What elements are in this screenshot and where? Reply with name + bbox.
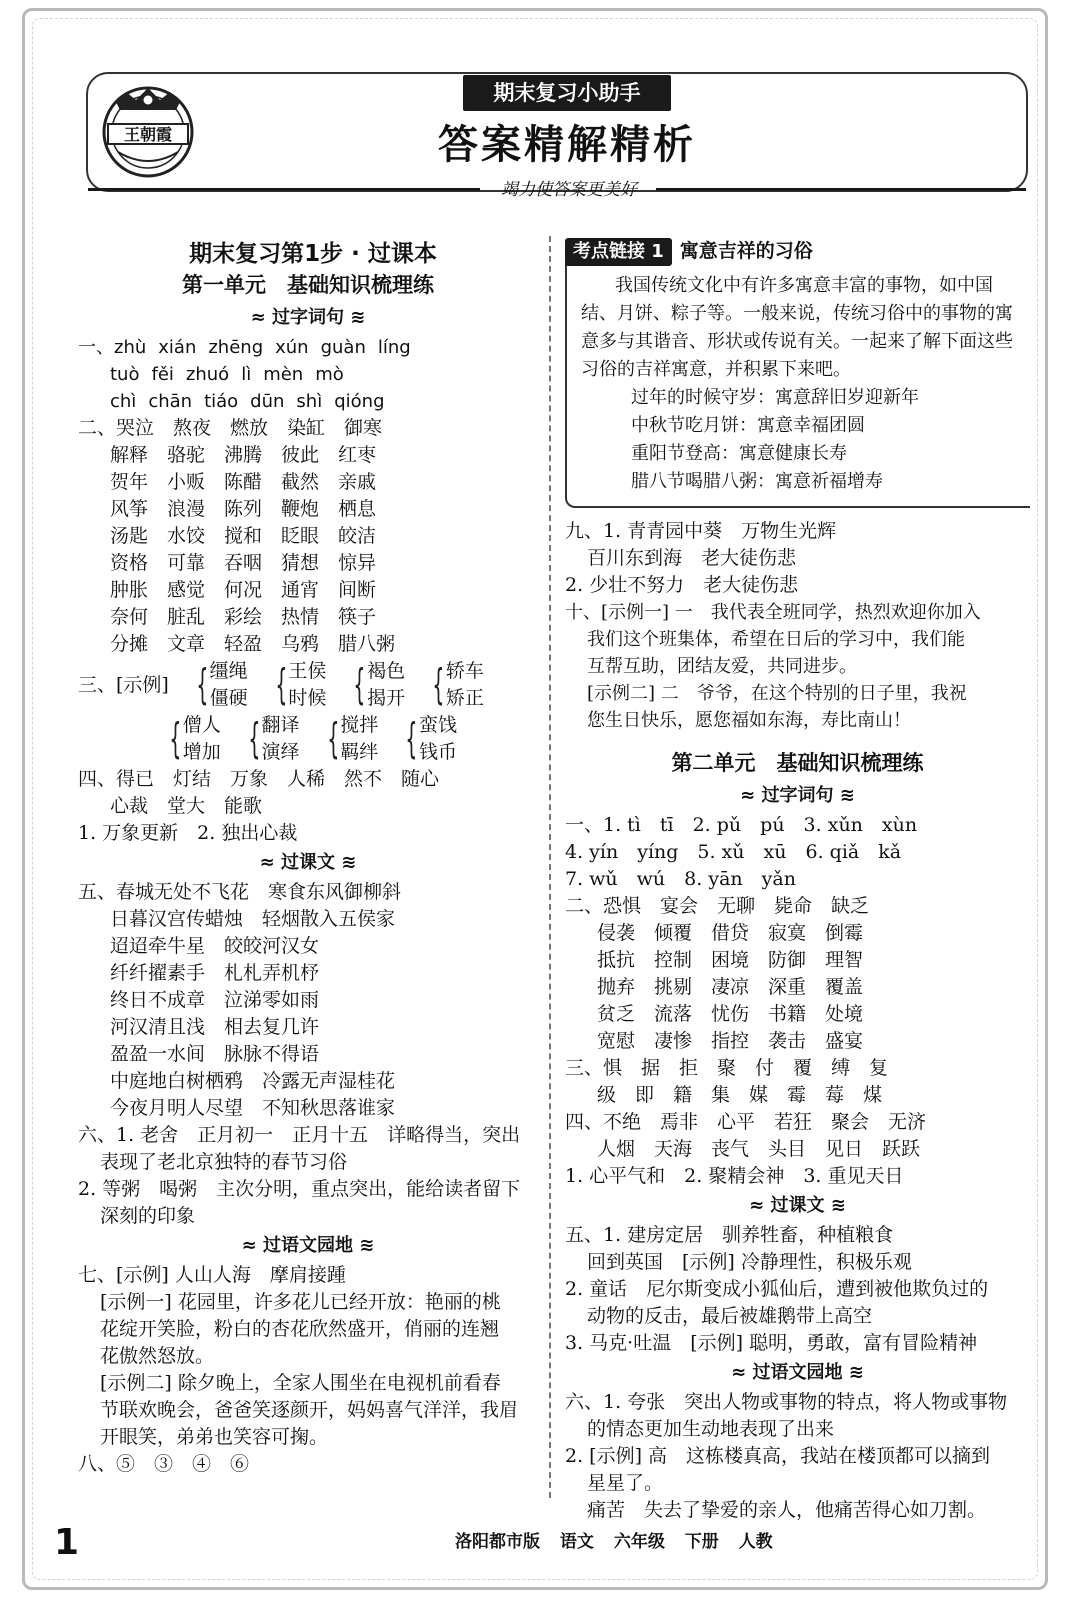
pinyin: shì bbox=[296, 391, 323, 412]
word: 王侯 bbox=[288, 660, 327, 682]
pinyin: chì bbox=[110, 391, 137, 412]
answer-line: 心裁 堂大 能歌 bbox=[110, 795, 263, 817]
answer-line: 1. 心平气和 2. 聚精会神 3. 重见天日 bbox=[565, 1165, 904, 1187]
word-pair: { 缰绳 僵硬 bbox=[189, 658, 248, 712]
custom-item: 中秋节吃月饼：寓意幸福团圆 bbox=[631, 415, 865, 436]
answer-line: 侵袭 倾覆 借贷 寂寞 倒霉 bbox=[597, 922, 864, 944]
header-slogan: 竭力使答案更美好 bbox=[501, 180, 637, 200]
answer-line: 贺年 小贩 陈醋 截然 亲戚 bbox=[110, 471, 377, 493]
answer-line: 七、[示例] 人山人海 摩肩接踵 bbox=[78, 1264, 346, 1286]
custom-item: 过年的时候守岁：寓意辞旧岁迎新年 bbox=[631, 387, 919, 408]
brand-logo bbox=[98, 80, 198, 180]
answer-line: 级 即 籍 集 媒 霉 莓 煤 bbox=[597, 1084, 883, 1106]
word: 蛮饯 bbox=[418, 714, 457, 736]
section-kewen: ≈ 过课文 ≋ bbox=[749, 1195, 846, 1216]
answer-line: 分摊 文章 轻盈 乌鸦 腊八粥 bbox=[110, 633, 396, 655]
answer-line: 解释 骆驼 沸腾 彼此 红枣 bbox=[110, 444, 377, 466]
answer-line: 花傲然怒放。 bbox=[100, 1345, 215, 1367]
section-yuanwen: ≈ 过语文园地 ≋ bbox=[731, 1362, 864, 1383]
answer-line: 4. yín yíng 5. xǔ xū 6. qiǎ kǎ bbox=[565, 841, 902, 863]
word: 揭开 bbox=[367, 687, 406, 709]
brace-row bbox=[162, 712, 538, 766]
pinyin: dūn bbox=[250, 391, 285, 412]
answer-line: [示例二] 二 爷爷，在这个特别的日子里，我祝 bbox=[587, 683, 967, 704]
pinyin: xián bbox=[158, 337, 197, 358]
answer-line: 宽慰 凄惨 指控 袭击 盛宴 bbox=[597, 1030, 864, 1052]
section-yuanwen: ≈ 过语文园地 ≋ bbox=[241, 1235, 375, 1256]
step-title: 期末复习第1步 · 过课本 bbox=[189, 241, 437, 267]
pinyin: lì bbox=[241, 364, 252, 385]
kaodian-tag: 考点链接 1 bbox=[565, 238, 672, 266]
word: 褐色 bbox=[367, 660, 406, 682]
answer-line: [示例一] 花园里，许多花儿已经开放：艳丽的桃 bbox=[100, 1291, 501, 1313]
word: 增加 bbox=[182, 741, 221, 763]
answer-line: 纤纤擢素手 札札弄机杼 bbox=[110, 962, 320, 984]
answer-line: 痛苦 失去了挚爱的亲人，他痛苦得心如刀割。 bbox=[587, 1499, 987, 1521]
answer-line: 中庭地白树栖鸦 冷露无声湿桂花 bbox=[110, 1070, 396, 1092]
answer-line: 2. [示例] 高 这栋楼真高，我站在楼顶都可以摘到 bbox=[565, 1445, 991, 1467]
q1-pinyin bbox=[78, 334, 538, 415]
answer-line: 汤匙 水饺 搅和 眨眼 皎洁 bbox=[110, 525, 377, 547]
answer-line: 二、哭泣 熬夜 燃放 染缸 御寒 bbox=[78, 417, 383, 439]
answer-line: 五、春城无处不飞花 寒食东风御柳斜 bbox=[78, 881, 402, 903]
pinyin: guàn bbox=[320, 337, 366, 358]
word-pair: { 僧人 增加 bbox=[162, 712, 221, 766]
answer-line: 风筝 浪漫 陈列 鞭炮 栖息 bbox=[110, 498, 377, 520]
word: 演绎 bbox=[261, 741, 300, 763]
right-column bbox=[565, 238, 1030, 1524]
word: 时候 bbox=[288, 687, 327, 709]
q2-words bbox=[78, 415, 538, 658]
word: 翻译 bbox=[261, 714, 300, 736]
brace-row bbox=[78, 658, 538, 712]
pinyin: líng bbox=[377, 337, 411, 358]
word-pair: { 王侯 时候 bbox=[268, 658, 327, 712]
word: 轿车 bbox=[445, 660, 484, 682]
pinyin-row bbox=[78, 361, 538, 388]
answer-line: 7. wǔ wú 8. yān yǎn bbox=[565, 868, 796, 890]
unit2-title: 第二单元 基础知识梳理练 bbox=[671, 751, 924, 775]
pinyin: chān bbox=[148, 391, 193, 412]
answer-line: 1. 万象更新 2. 独出心裁 bbox=[78, 822, 298, 844]
word: 缰绳 bbox=[209, 660, 248, 682]
answer-line: 六、1. 夸张 突出人物或事物的特点，将人物或事物 bbox=[565, 1391, 1008, 1413]
answer-line: 花绽开笑脸，粉白的杏花欣然盛开，俏丽的连翘 bbox=[100, 1318, 500, 1340]
answer-line: 互帮互助，团结友爱，共同进步。 bbox=[587, 656, 857, 677]
answer-line: 贫乏 流落 忧伤 书籍 处境 bbox=[597, 1003, 864, 1025]
answer-line: 回到英国 [示例] 冷静理性，积极乐观 bbox=[587, 1251, 912, 1273]
kaodian-header bbox=[565, 238, 1030, 266]
pinyin: zhuó bbox=[185, 364, 230, 385]
word: 搅拌 bbox=[340, 714, 379, 736]
kaodian-title: 寓意吉祥的习俗 bbox=[679, 240, 813, 262]
answer-line: 人烟 天海 丧气 头目 见日 跃跃 bbox=[597, 1138, 921, 1160]
word-pair: { 翻译 演绎 bbox=[241, 712, 300, 766]
answer-line: 肿胀 感觉 何况 通宵 间断 bbox=[110, 579, 377, 601]
answer-line: 四、不绝 焉非 心平 若狂 聚会 无济 bbox=[565, 1111, 927, 1133]
section-ziju: ≈ 过字词句 ≋ bbox=[740, 785, 855, 806]
header-tab: 期末复习小助手 bbox=[463, 75, 671, 111]
pinyin: fěi bbox=[151, 364, 174, 385]
answer-line: 动物的反击，最后被雄鹅带上高空 bbox=[587, 1305, 873, 1327]
answer-line: 星星了。 bbox=[587, 1472, 664, 1494]
word: 矫正 bbox=[445, 687, 484, 709]
pinyin: mò bbox=[315, 364, 344, 385]
answer-line: 河汉清且浅 相去复几许 bbox=[110, 1016, 320, 1038]
pinyin-row bbox=[78, 334, 538, 361]
word-pair: { 轿车 矫正 bbox=[425, 658, 484, 712]
answer-line: 六、1. 老舍 正月初一 正月十五 详略得当，突出 bbox=[78, 1124, 521, 1146]
answer-line: 抛弃 挑剔 凄凉 深重 覆盖 bbox=[597, 976, 864, 998]
answer-line: 迢迢牵牛星 皎皎河汉女 bbox=[110, 935, 320, 957]
answer-line: 十、[示例一] 一 我代表全班同学，热烈欢迎你加入 bbox=[565, 602, 981, 623]
answer-line: 九、1. 青青园中葵 万物生光辉 bbox=[565, 520, 837, 542]
pinyin: tiáo bbox=[204, 391, 239, 412]
column-divider bbox=[549, 236, 551, 1498]
kaodian-paragraph: 我国传统文化中有许多寓意丰富的事物，如中国结、月饼、粽子等。一般来说，传统习俗中的事物的寓意多与其谐音、形状或传说有关。一起来了解下面这些习俗的吉祥寓意，并积累下来吧。 bbox=[581, 275, 1013, 380]
word-pair: { 褐色 揭开 bbox=[346, 658, 405, 712]
word: 僵硬 bbox=[209, 687, 248, 709]
answer-line: 二、恐惧 宴会 无聊 毙命 缺乏 bbox=[565, 895, 870, 917]
answer-line: 深刻的印象 bbox=[100, 1205, 196, 1227]
page-title: 答案精解精析 bbox=[438, 122, 696, 168]
answer-line: 的情态更加生动地表现了出来 bbox=[587, 1418, 835, 1440]
answer-line: 终日不成章 泣涕零如雨 bbox=[110, 989, 320, 1011]
answer-line: 盈盈一水间 脉脉不得语 bbox=[110, 1043, 320, 1065]
answer-line: 您生日快乐，愿您福如东海，寿比南山！ bbox=[587, 710, 911, 731]
svg-text:王朝霞: 王朝霞 bbox=[123, 125, 173, 144]
word: 钱币 bbox=[418, 741, 457, 763]
answer-line: 三、惧 据 拒 聚 付 覆 缚 复 bbox=[565, 1057, 889, 1079]
pinyin: mèn bbox=[263, 364, 304, 385]
answer-line: 我们这个班集体，希望在日后的学习中，我们能 bbox=[587, 629, 965, 650]
answer-line: 开眼笑，弟弟也笑容可掬。 bbox=[100, 1426, 329, 1448]
answer-line: 2. 等粥 喝粥 主次分明，重点突出，能给读者留下 bbox=[78, 1178, 521, 1200]
header-rule-left bbox=[88, 188, 480, 191]
left-column bbox=[78, 238, 538, 1478]
footer-edition-info: 洛阳都市版 语文 六年级 下册 人教 bbox=[455, 1532, 773, 1552]
section-kewen: ≈ 过课文 ≋ bbox=[259, 852, 357, 873]
custom-item: 腊八节喝腊八粥：寓意祈福增寿 bbox=[631, 471, 883, 492]
header-rule-right bbox=[656, 188, 1026, 191]
answer-line: 八、⑤ ③ ④ ⑥ bbox=[78, 1453, 250, 1475]
pinyin-row bbox=[78, 388, 538, 415]
word: 羁绊 bbox=[340, 741, 379, 763]
answer-line: 2. 童话 尼尔斯变成小狐仙后，遭到被他欺负过的 bbox=[565, 1278, 989, 1300]
section-ziju: ≈ 过字词句 ≋ bbox=[250, 307, 366, 328]
answer-line: 节联欢晚会，爸爸笑逐颜开，妈妈喜气洋洋，我眉 bbox=[100, 1399, 519, 1421]
pinyin: qióng bbox=[334, 391, 385, 412]
pinyin: 一、zhù bbox=[78, 337, 147, 358]
answer-line: 2. 少壮不努力 老大徒伤悲 bbox=[565, 574, 799, 596]
answer-line: 四、得已 灯结 万象 人稀 然不 随心 bbox=[78, 768, 440, 790]
answer-line: 日暮汉宫传蜡烛 轻烟散入五侯家 bbox=[110, 908, 396, 930]
custom-item: 重阳节登高：寓意健康长寿 bbox=[631, 443, 847, 464]
q3-label: 三、[示例] bbox=[78, 673, 169, 696]
answer-line: 百川东到海 老大徒伤悲 bbox=[587, 547, 797, 569]
unit1-title: 第一单元 基础知识梳理练 bbox=[182, 273, 434, 297]
answer-line: 一、1. tì tī 2. pǔ pú 3. xǔn xùn bbox=[565, 814, 918, 836]
pinyin: zhēng bbox=[208, 337, 264, 358]
pinyin: tuò bbox=[110, 364, 140, 385]
answer-line: 3. 马克·吐温 [示例] 聪明，勇敢，富有冒险精神 bbox=[565, 1332, 978, 1354]
word-pair: { 蛮饯 钱币 bbox=[398, 712, 457, 766]
answer-line: [示例二] 除夕晚上，全家人围坐在电视机前看春 bbox=[100, 1372, 501, 1394]
answer-line: 今夜月明人尽望 不知秋思落谁家 bbox=[110, 1097, 396, 1119]
kaodian-box bbox=[565, 264, 1030, 508]
page-number: 1 bbox=[54, 1522, 80, 1563]
pinyin: xún bbox=[275, 337, 309, 358]
answer-line: 五、1. 建房定居 驯养牲畜，种植粮食 bbox=[565, 1224, 894, 1246]
answer-line: 资格 可靠 吞咽 猜想 惊异 bbox=[110, 552, 377, 574]
answer-line: 抵抗 控制 困境 防御 理智 bbox=[597, 949, 864, 971]
word: 僧人 bbox=[182, 714, 221, 736]
answer-line: 表现了老北京独特的春节习俗 bbox=[100, 1151, 348, 1173]
word-pair: { 搅拌 羁绊 bbox=[320, 712, 379, 766]
q3-braces bbox=[78, 658, 538, 766]
answer-line: 奈何 脏乱 彩绘 热情 筷子 bbox=[110, 606, 377, 628]
